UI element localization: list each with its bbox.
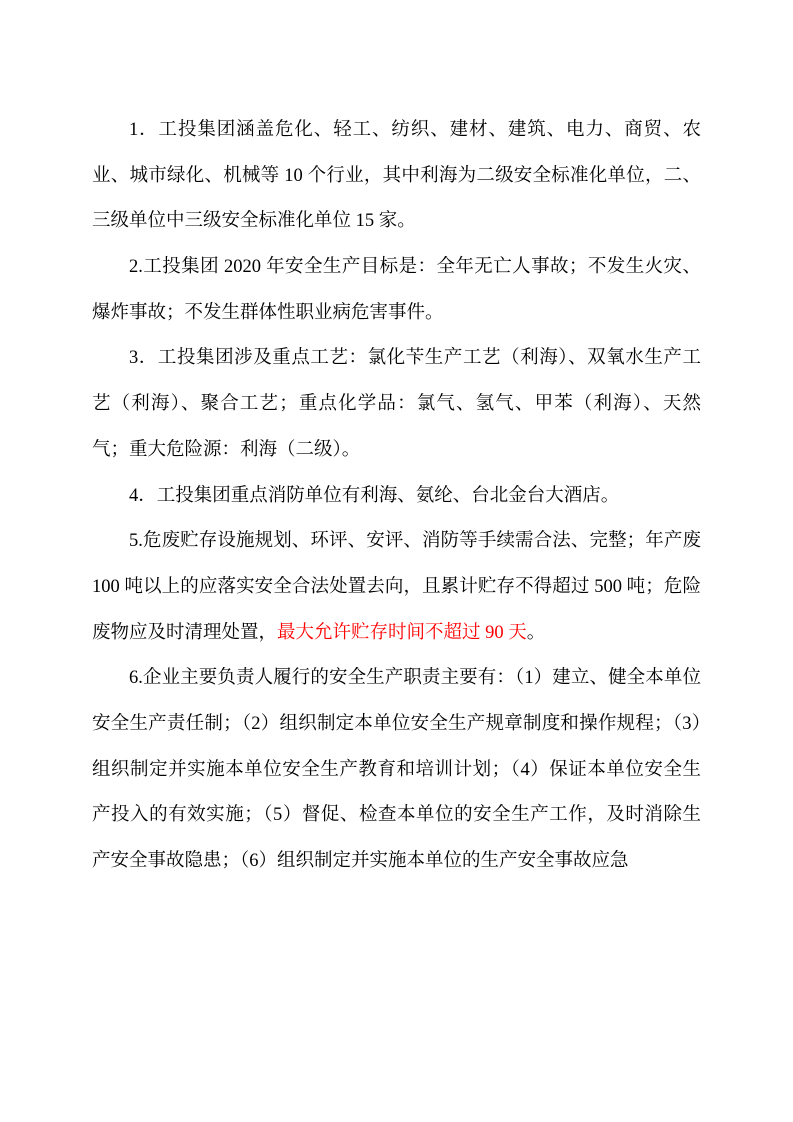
document-body	[92, 108, 701, 885]
paragraph-1: 1．工投集团涵盖危化、轻工、纺织、建材、建筑、电力、商贸、农业、城市绿化、机械等 10 个行业，其中利海为二级安全标准化单位，二、三级单位中三级安全标准化单位 15 家。	[92, 120, 701, 232]
paragraph-5-text-after: 。	[526, 622, 546, 643]
paragraph-5	[92, 519, 701, 656]
paragraph-5-text-before: 5.危废贮存设施规划、环评、安评、消防等手续需合法、完整；年产废 100 吨以上的应落实安全合法处置去向，且累计贮存不得超过 500 吨；危险废物应及时清理处置，	[92, 531, 701, 643]
paragraph-6: 6.企业主要负责人履行的安全生产职责主要有：（1）建立、健全本单位安全生产责任制；（2）组织制定本单位安全生产规章制度和操作规程；（3）组织制定并实施本单位安全生产教育和培训计划；（4）保证本单位安全生产投入的有效实施；（5）督促、检查本单位的安全生产工作，及时消除生产安全事故隐患；（6）组织制定并实施本单位的生产安全事故应急	[92, 668, 701, 871]
paragraph-3: 3．工投集团涉及重点工艺：氯化苄生产工艺（利海）、双氧水生产工艺（利海）、聚合工艺；重点化学品：氯气、氢气、甲苯（利海）、天然气；重大危险源：利海（二级）。	[92, 348, 701, 460]
paragraph-5-highlight: 最大允许贮存时间不超过 90 天	[277, 622, 527, 643]
paragraph-2: 2.工投集团 2020 年安全生产目标是：全年无亡人事故；不发生火灾、爆炸事故；不发生群体性职业病危害事件。	[92, 257, 701, 323]
paragraph-4: 4．工投集团重点消防单位有利海、氨纶、台北金台大酒店。	[129, 485, 620, 506]
